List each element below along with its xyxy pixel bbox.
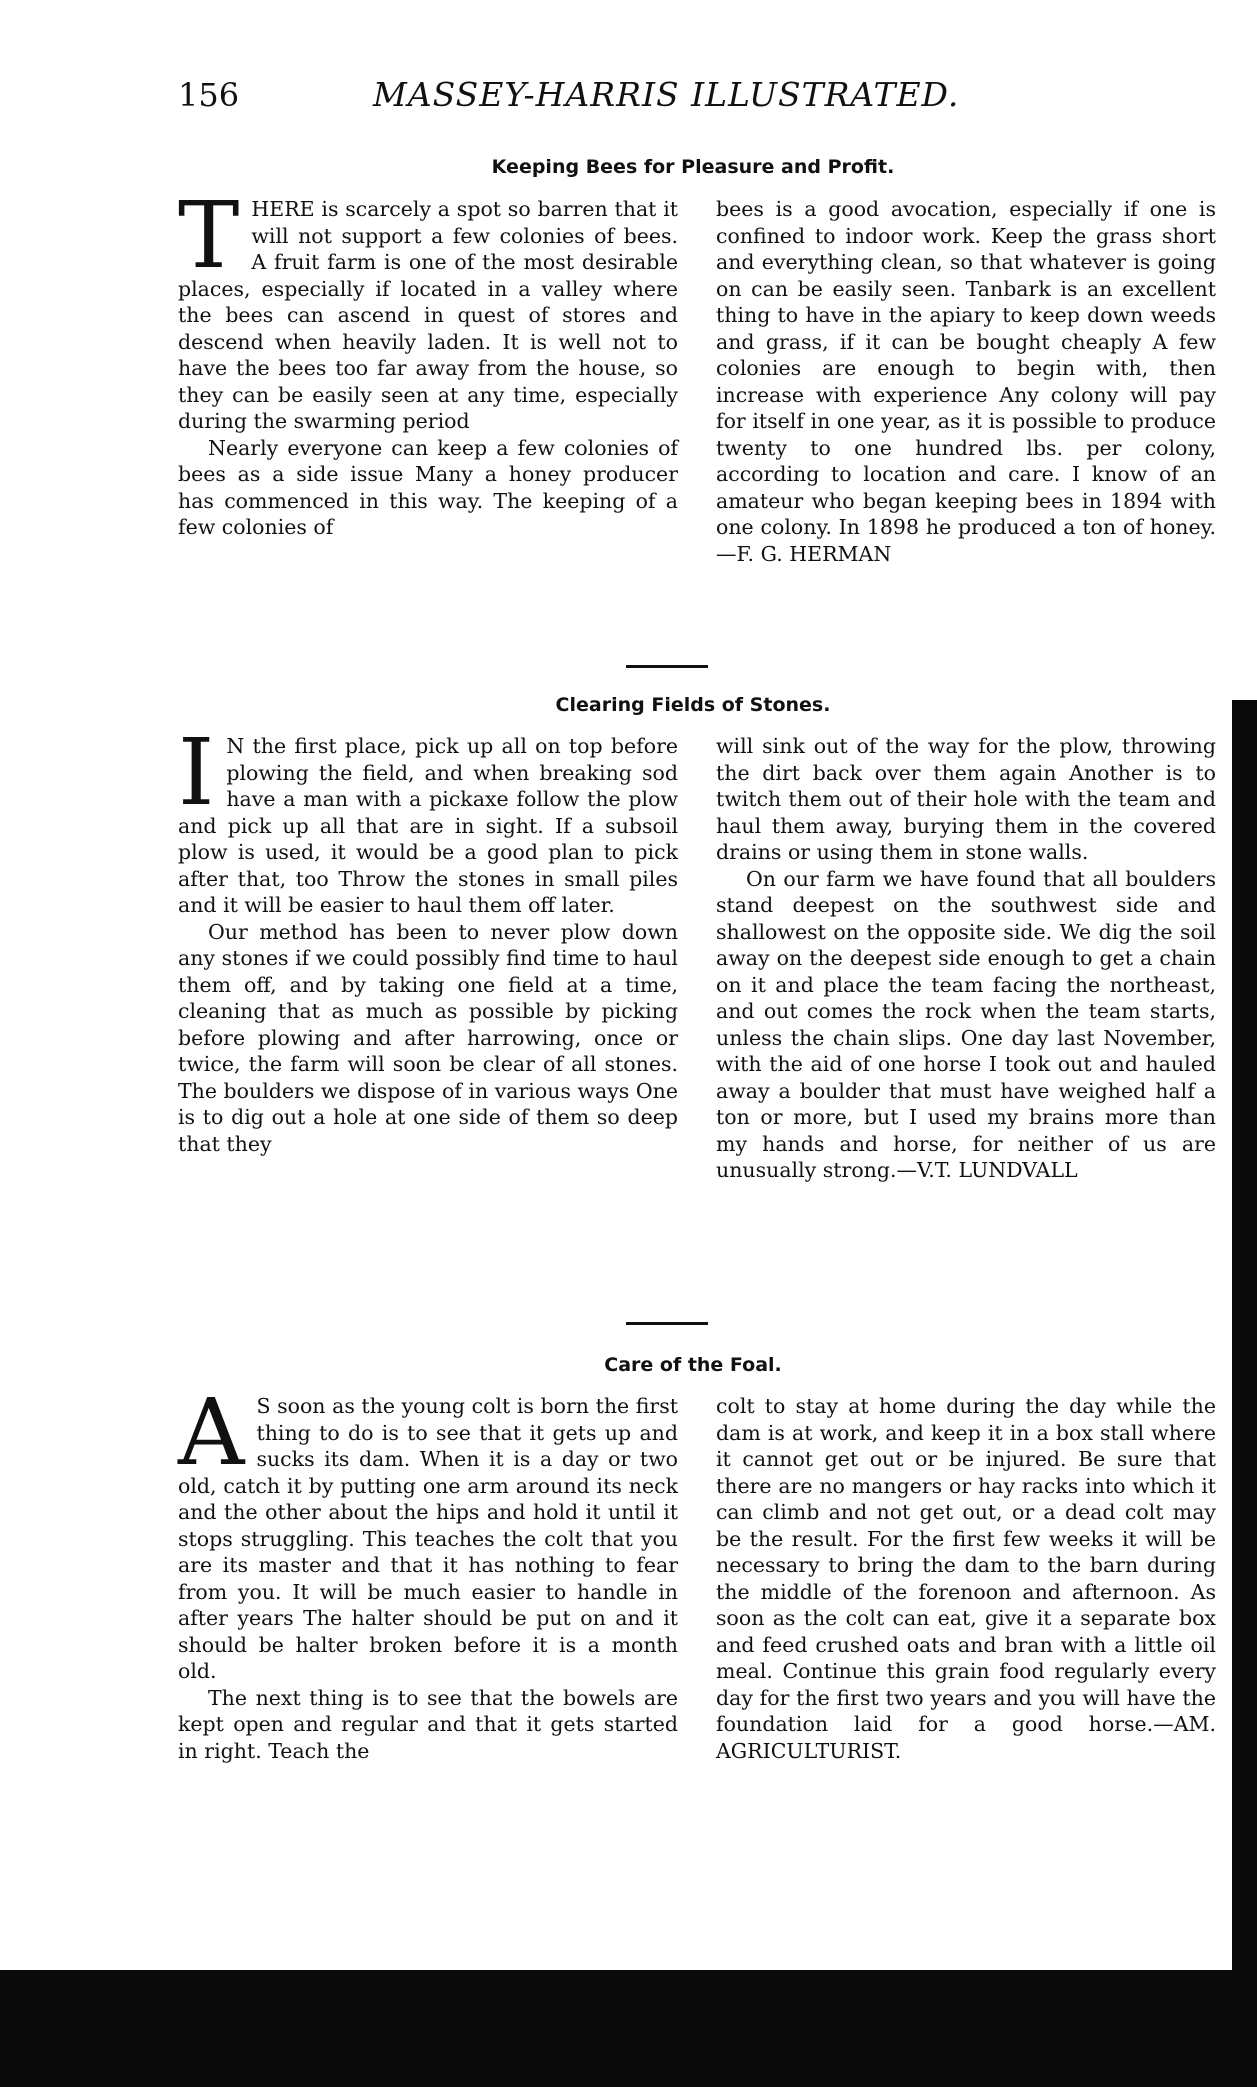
article-column-left [178, 182, 678, 541]
article-column-right [716, 1393, 1216, 1764]
section-divider [626, 665, 708, 668]
byline: AM. AGRICULTURIST. [716, 1712, 1216, 1763]
paragraph: Nearly everyone can keep a few colonies of bees as a side issue Many a honey producer has commenced in this way. The keeping of a few colonies of [178, 435, 678, 539]
article-care-of-foal [178, 1345, 1216, 1945]
scan-bottom-border [0, 1970, 1257, 2087]
article-column-left [178, 1379, 678, 1764]
paragraph: THERE is scarcely a spot so barren that it will not support a few colonies of bees. A fruit farm is one of the most desirable places, especially if located in a valley where the bees can ascend in quest of stores and descend when heavily laden. It is well not to have the bees too far away from the house, so they can be easily seen at any time, especially during the swarming period [178, 182, 678, 433]
article-title: Care of the Foal. [604, 1354, 782, 1376]
scan-edge-shadow [1232, 700, 1257, 2087]
paragraph: will sink out of the way for the plow, throwing the dirt back over them again Another is to twitch them out of their hole with the team and haul them away, burying them in the covered drains or using them in stone walls. [716, 734, 1216, 864]
paragraph: A S soon as the young colt is born the first thing to do is to see that it gets up and sucks its dam. When it is a day or two old, catch it by putting one arm around its neck and the other about the hips and hold it until it stops struggling. This teaches the colt that you are its master and that it has nothing to fear from you. It will be much easier to handle in after years The halter should be put on and it should be halter broken before it is a month old. [178, 1379, 678, 1683]
paragraph: The next thing is to see that the bowels are kept open and regular and that it gets started in right. Teach the [178, 1685, 678, 1763]
paragraph: Our method has been to never plow down any stones if we could possibly find time to haul them off, and by taking one field at a time, cleaning that as much as possible by picking before plowing and after harrowing, once or twice, the farm will soon be clear of all stones. The boulders we dispose of in various ways One is to dig out a hole at one side of them so deep that they [178, 919, 678, 1156]
paragraph: I N the first place, pick up all on top before plowing the field, and when breaking sod have a man with a pickaxe follow the plow and pick up all that are in sight. If a subsoil plow is used, it would be a good plan to pick after that, too Throw the stones in small piles and it will be easier to haul them off later. [178, 719, 678, 917]
drop-cap: A [178, 1379, 245, 1486]
byline: V.T. LUNDVALL [917, 1158, 1078, 1182]
page-header [178, 75, 978, 127]
drop-cap: I [178, 719, 215, 826]
paragraph: colt to stay at home during the day while the dam is at work, and keep it in a box stall where it cannot get out or be injured. Be sure that there are no mangers or hay racks into which it can climb and not get out, or a dead colt may be the result. For the first few weeks it will be necessary to bring the dam to the barn during the middle of the forenoon and afternoon. As soon as the colt can eat, give it a separate box and feed crushed oats and bran with a little oil meal. Continue this grain food regularly every day for the first two years and you will have the foundation laid for a good horse.—AM. AGRICULTURIST. [716, 1394, 1216, 1763]
article-column-left [178, 719, 678, 1157]
article-column-right [716, 733, 1216, 1184]
paragraph: On our farm we have found that all boulders stand deepest on the southwest side and shallowest on the opposite side. We dig the soil away on the deepest side enough to get a chain on it and place the team facing the northeast, and out comes the rock when the team starts, unless the chain slips. One day last November, with the aid of one horse I took out and hauled away a boulder that must have weighed half a ton or more, but I used my brains more than my hands and horse, for neither of us are unusually strong.—V.T. LUNDVALL [716, 866, 1216, 1182]
article-title: Keeping Bees for Pleasure and Profit. [491, 156, 895, 178]
byline: F. G. HERMAN [736, 541, 892, 566]
paragraph: bees is a good avocation, especially if one is confined to indoor work. Keep the grass short and everything clean, so that whatever is going on can be easily seen. Tanbark is an excellent thing to have in the apiary to keep down weeds and grass, if it can be bought cheaply A few colonies are enough to begin with, then increase with experience Any colony will pay for itself in one year, as it is possible to produce twenty to one hundred lbs. per colony, according to location and care. I know of an amateur who began keeping bees in 1894 with one colony. In 1898 he produced a ton of honey.—F. G. HERMAN [716, 197, 1216, 566]
running-title: MASSEY-HARRIS ILLUSTRATED. [373, 75, 960, 114]
article-keeping-bees [178, 150, 1216, 650]
section-divider [626, 1322, 708, 1325]
page-number: 156 [178, 76, 240, 114]
article-column-right [716, 196, 1216, 567]
article-title: Clearing Fields of Stones. [555, 694, 831, 716]
drop-cap: T [178, 182, 240, 289]
article-clearing-fields [178, 685, 1216, 1315]
